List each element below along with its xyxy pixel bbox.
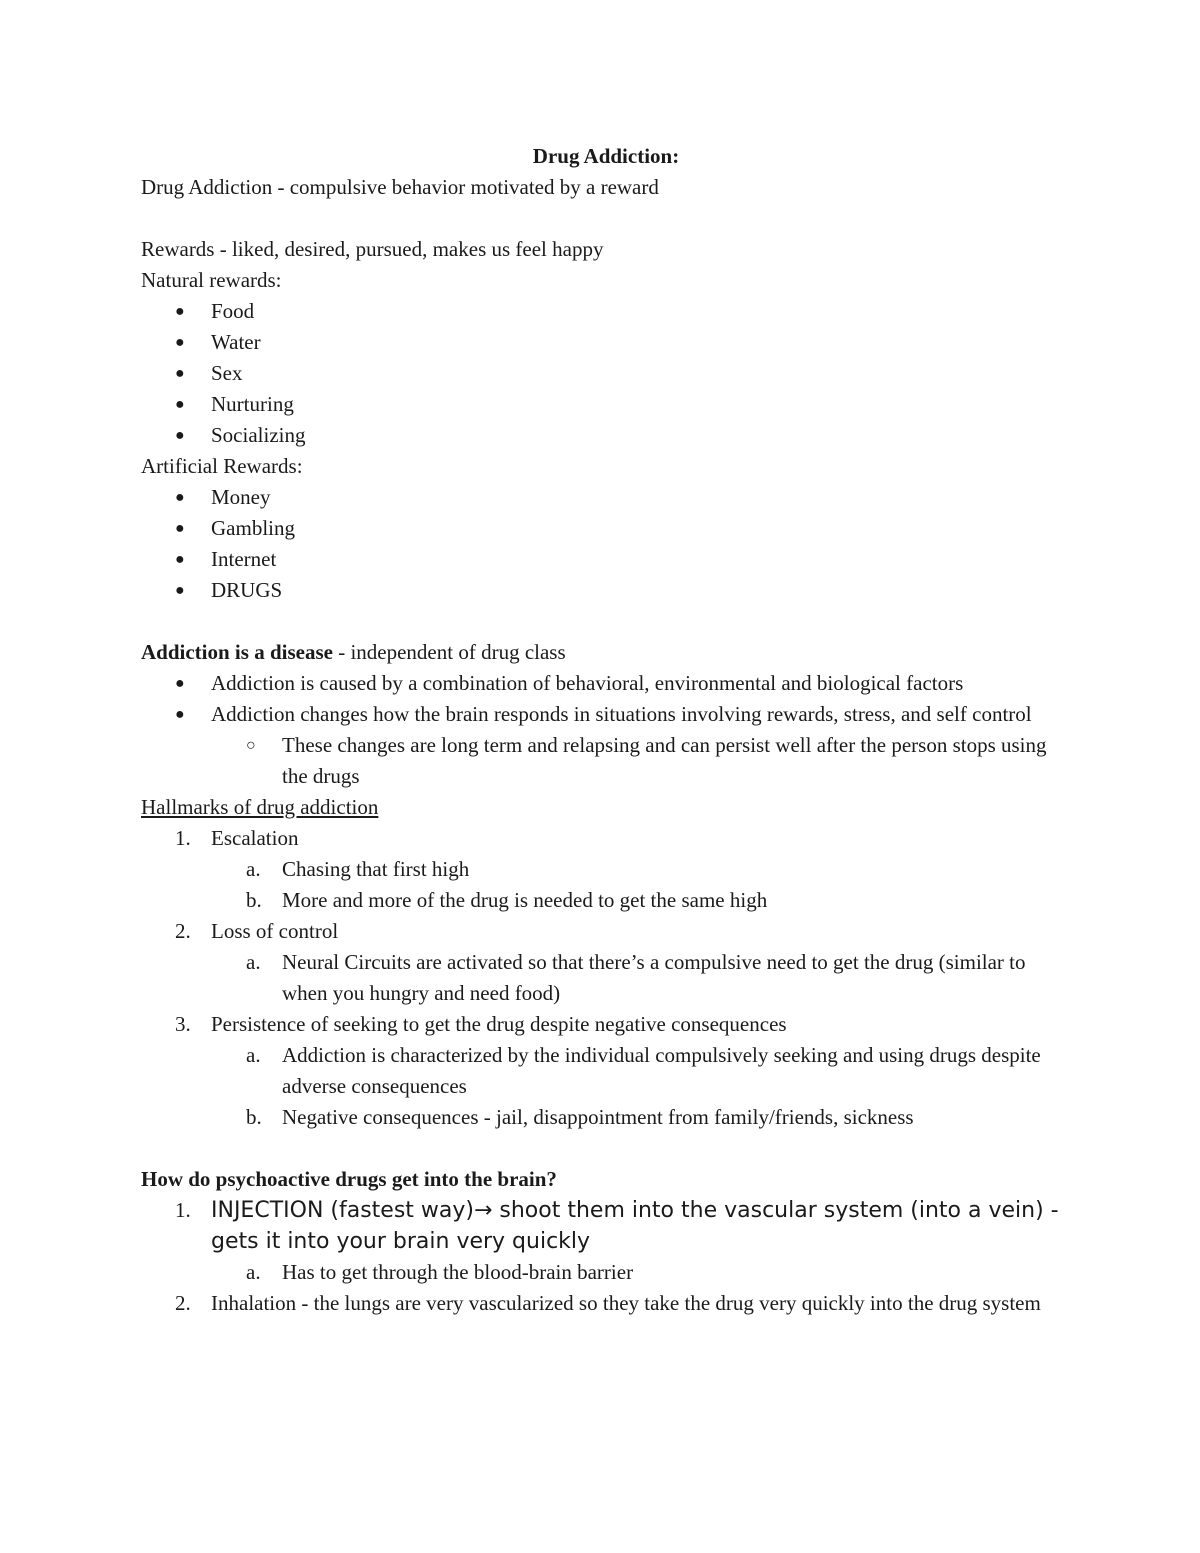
routes-heading: How do psychoactive drugs get into the brain? [141,1167,557,1191]
bullet-icon: ● [175,303,185,320]
hallmarks-heading: Hallmarks of drug addiction [141,795,379,819]
circle-bullet-icon: ○ [246,737,256,754]
list-item: ● Water [141,327,1071,358]
list-item: ● Internet [141,544,1071,575]
artificial-rewards-label: Artificial Rewards: [141,454,303,478]
list-item: ● Food [141,296,1071,327]
list-item: ● DRUGS [141,575,1071,606]
list-item: 1. Escalation [175,826,299,850]
spacer [141,606,1071,637]
list-item: 3. Persistence of seeking to get the drug despite negative consequences [175,1012,787,1036]
list-item: 2. Inhalation - the lungs are very vascularized so they take the drug very quickly into the drug system [175,1291,1041,1315]
list-item: ● Gambling [141,513,1071,544]
page-title: Drug Addiction: [532,144,680,168]
spacer [141,203,1071,234]
list-item: ● Addiction changes how the brain responds in situations involving rewards, stress, and self control [141,699,1071,730]
list-item: ● Sex [141,358,1071,389]
list-item: b. Negative consequences - jail, disappointment from family/friends, sickness [246,1105,914,1129]
disease-heading: Addiction is a disease - independent of drug class [141,640,566,664]
bullet-icon: ● [175,520,185,537]
list-item: a. Chasing that first high [246,857,470,881]
bullet-icon: ● [175,582,185,599]
list-item: ● Nurturing [141,389,1071,420]
list-item: a. Addiction is characterized by the individual compulsively seeking and using drugs despite adverse consequences [246,1043,1041,1098]
bullet-icon: ● [175,551,185,568]
bullet-icon: ● [175,489,185,506]
list-item: ● Money [141,482,1071,513]
list-item: a. Has to get through the blood-brain barrier [246,1260,634,1284]
bullet-icon: ● [175,334,185,351]
list-item: b. More and more of the drug is needed to get the same high [246,888,768,912]
list-item: ○ These changes are long term and relapsing and can persist well after the person stops using the drugs [141,730,1071,792]
natural-rewards-label: Natural rewards: [141,268,282,292]
list-item: a. Neural Circuits are activated so that there’s a compulsive need to get the drug (similar to when you hungry and need food) [246,950,1026,1005]
bullet-icon: ● [175,427,185,444]
bullet-icon: ● [175,675,185,692]
bullet-icon: ● [175,365,185,382]
definition-line: Drug Addiction - compulsive behavior motivated by a reward [141,175,659,199]
list-item: 2. Loss of control [175,919,339,943]
list-item: ● Addiction is caused by a combination of behavioral, environmental and biological factors [141,668,1071,699]
spacer [141,1133,1071,1164]
list-item: 1. INJECTION (fastest way)→ shoot them into the vascular system (into a vein) - gets it into your brain very quickly [175,1198,1059,1254]
bullet-icon: ● [175,396,185,413]
bullet-icon: ● [175,706,185,723]
list-item: ● Socializing [141,420,1071,451]
rewards-definition: Rewards - liked, desired, pursued, makes us feel happy [141,237,604,261]
document-page [141,141,1071,1319]
